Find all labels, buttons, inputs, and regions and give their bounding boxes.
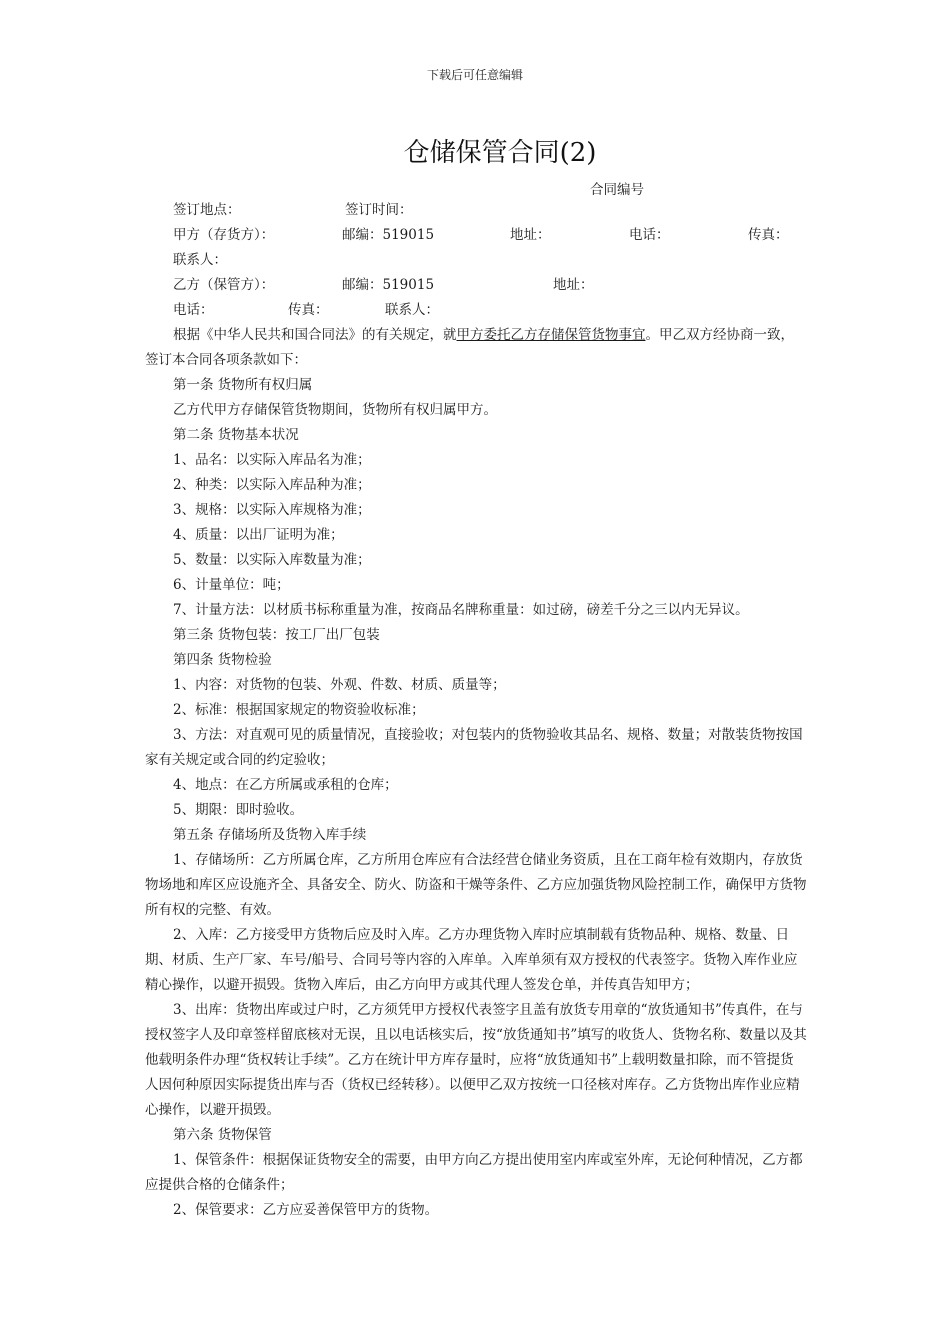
party-a-row (145, 223, 807, 248)
party-b-phone: 电话： (173, 302, 214, 318)
party-b-postcode: 邮编：519015 (342, 277, 435, 293)
contract-number-label: 合同编号 (590, 182, 644, 198)
header-note: 下载后可任意编辑 (426, 68, 523, 82)
party-a-contact: 联系人： (173, 252, 227, 268)
clause-paragraph: 2、保管要求：乙方应妥善保管甲方的货物。 (173, 1202, 439, 1218)
intro-text-before: 根据《中华人民共和国合同法》的有关规定，就 (173, 327, 457, 343)
clause-paragraph: 3、出库：货物出库或过户时，乙方须凭甲方授权代表签字且盖有放货专用章的“放货通知书”传真件，在与授权签字人及印章签样留底核对无误，且以电话核实后，按“放货通知书”填写的收货人、货物名称、数量以及其他载明条件办理“货权转让手续”。乙方在统计甲方库存量时，应将“放货通知书”上载明数量扣除，而不管提货人因何种原因实际提货出库与否（货权已经转移）。以便甲乙双方按统一口径核对库存。乙方货物出库作业应精心操作，以避开损毁。 (145, 1002, 807, 1118)
intro-underlined-text: 甲方委托乙方存储保管货物事宜 (456, 327, 646, 343)
signing-info-row (145, 198, 807, 223)
party-b-contact: 联系人： (385, 302, 439, 318)
contract-body (145, 198, 807, 1223)
party-a-fax: 传真： (748, 227, 789, 243)
party-b-address: 地址： (553, 277, 594, 293)
party-b-contact-row (145, 298, 807, 323)
sign-place-label: 签订地点： (173, 202, 241, 218)
clause-paragraph: 第三条 货物包装：按工厂出厂包装 (173, 627, 380, 643)
sign-time-label: 签订时间： (345, 202, 413, 218)
clause-paragraph: 4、地点：在乙方所属或承租的仓库； (173, 777, 398, 793)
party-a-postcode: 邮编：519015 (342, 227, 435, 243)
party-b-label: 乙方（保管方）： (173, 277, 275, 293)
party-a-label: 甲方（存货方）： (173, 227, 275, 243)
intro-text-after: 。甲乙双方经协商一致，签订本合同各项条款如下： (145, 327, 794, 368)
clause-paragraph: 1、内容：对货物的包装、外观、件数、材质、质量等； (173, 677, 506, 693)
clause-paragraph: 乙方代甲方存储保管货物期间，货物所有权归属甲方。 (173, 402, 497, 418)
party-a-contact-row (145, 248, 807, 273)
clause-paragraph: 第四条 货物检验 (173, 652, 272, 668)
party-a-address: 地址： (510, 227, 551, 243)
clause-paragraph: 1、存储场所：乙方所属仓库，乙方所用仓库应有合法经营仓储业务资质，且在工商年检有效期内，存放货物场地和库区应设施齐全、具备安全、防火、防盗和干燥等条件、乙方应加强货物风险控制工作，确保甲方货物所有权的完整、有效。 (145, 852, 807, 918)
clause-paragraph: 3、规格：以实际入库规格为准； (173, 502, 371, 518)
party-b-fax: 传真： (288, 302, 329, 318)
clause-paragraph: 5、数量：以实际入库数量为准； (173, 552, 371, 568)
clause-paragraph: 第二条 货物基本状况 (173, 427, 299, 443)
intro-paragraph (145, 323, 807, 373)
clause-paragraph: 2、标准：根据国家规定的物资验收标准； (173, 702, 425, 718)
clause-paragraph: 2、入库：乙方接受甲方货物后应及时入库。乙方办理货物入库时应填制载有货物品种、规格、数量、日期、材质、生产厂家、车号/船号、合同号等内容的入库单。入库单须有双方授权的代表签字。货物入库作业应精心操作，以避开损毁。货物入库后，由乙方向甲方或其代理人签发仓单，并传真告知甲方； (145, 927, 798, 993)
party-b-row (145, 273, 807, 298)
clause-paragraph: 1、品名：以实际入库品名为准； (173, 452, 371, 468)
clause-paragraph: 第一条 货物所有权归属 (173, 377, 313, 393)
clause-paragraph: 2、种类：以实际入库品种为准； (173, 477, 371, 493)
clause-paragraph: 5、期限：即时验收。 (173, 802, 304, 818)
document-title: 仓储保管合同(2) (403, 138, 597, 168)
party-a-phone: 电话： (629, 227, 670, 243)
clause-paragraph: 第六条 货物保管 (173, 1127, 272, 1143)
clause-paragraph: 7、计量方法：以材质书标称重量为准，按商品名牌称重量：如过磅，磅差千分之三以内无异议。 (173, 602, 749, 618)
clause-paragraph: 1、保管条件：根据保证货物安全的需要，由甲方向乙方提出使用室内库或室外库，无论何种情况，乙方都应提供合格的仓储条件； (145, 1152, 803, 1193)
clause-paragraph: 第五条 存储场所及货物入库手续 (173, 827, 367, 843)
clause-paragraph: 3、方法：对直观可见的质量情况，直接验收；对包装内的货物验收其品名、规格、数量；对散装货物按国家有关规定或合同的约定验收； (145, 727, 803, 768)
clause-paragraph: 6、计量单位：吨； (173, 577, 290, 593)
clause-paragraph: 4、质量：以出厂证明为准； (173, 527, 344, 543)
